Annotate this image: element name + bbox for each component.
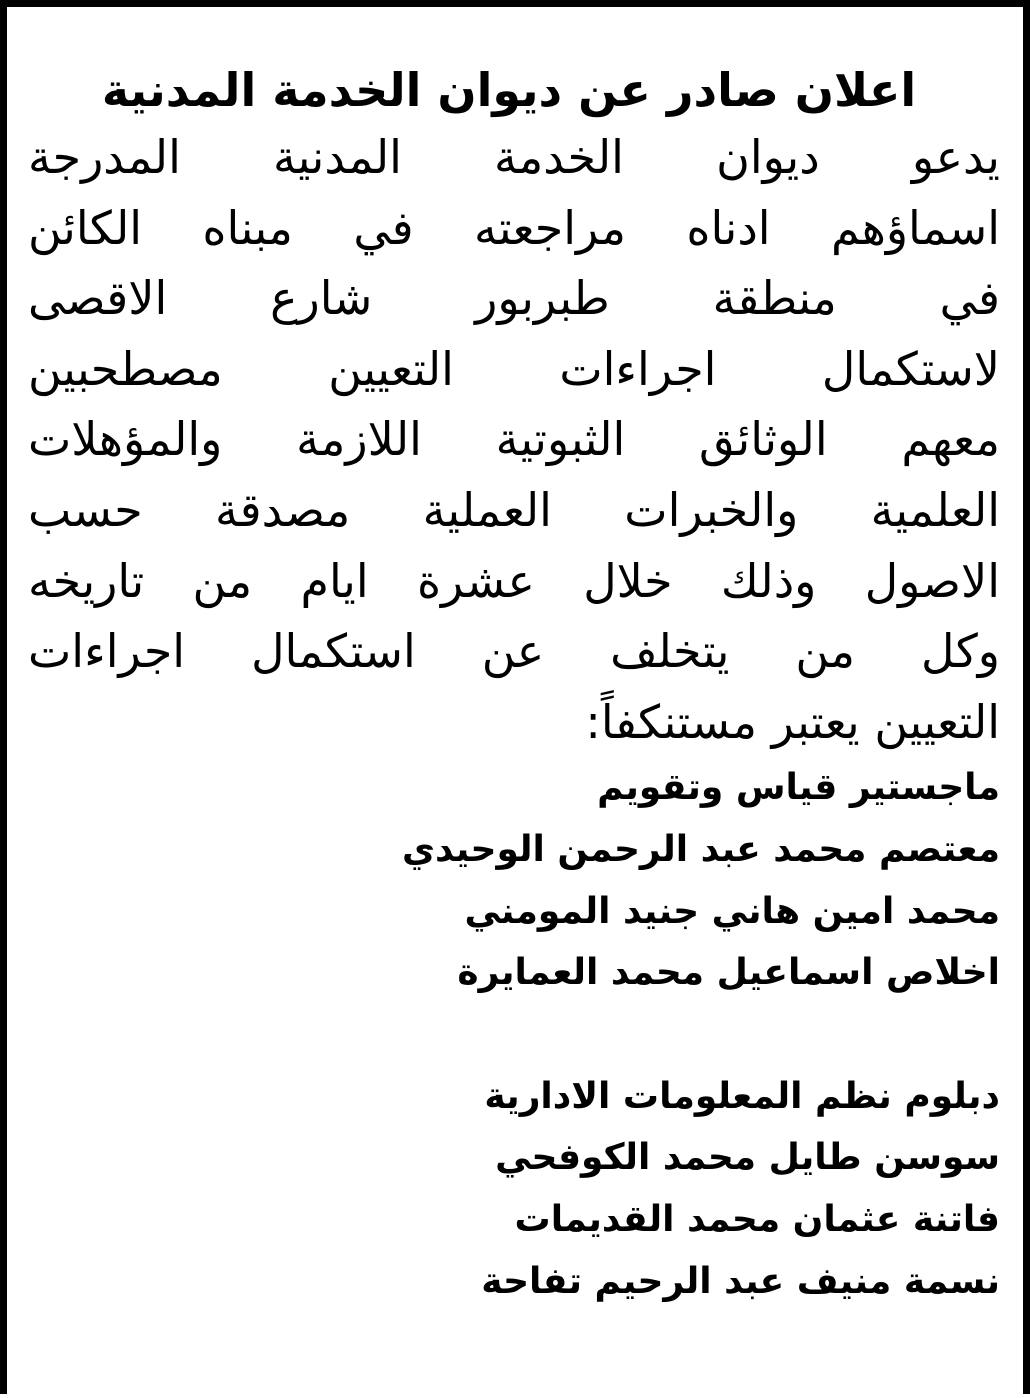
candidate-name: اخلاص اسماعيل محمد العمايرة xyxy=(457,952,1000,994)
candidate-name: نسمة منيف عبد الرحيم تفاحة xyxy=(481,1260,1000,1302)
body-line: في منطقة طبربور شارع الاقصى xyxy=(28,271,1000,326)
body-line: معهم الوثائق الثبوتية اللازمة والمؤهلات xyxy=(28,412,1000,467)
section-heading: ماجستير قياس وتقويم xyxy=(597,767,1000,809)
candidate-name: معتصم محمد عبد الرحمن الوحيدي xyxy=(402,828,1000,870)
announcement-title: اعلان صادر عن ديوان الخدمة المدنية xyxy=(101,63,917,117)
section-masters-measurement xyxy=(28,757,1000,1003)
body-line: يدعو ديوان الخدمة المدنية المدرجة xyxy=(28,130,1000,184)
bottom-edge xyxy=(0,1394,1030,1398)
candidate-name: محمد امين هاني جنيد المومني xyxy=(464,890,1000,932)
section-spacer xyxy=(28,1004,1000,1066)
announcement-content xyxy=(28,58,1000,1312)
body-line: وكل من يتخلف عن استكمال اجراءات xyxy=(28,624,1000,679)
body-line: الاصول وذلك خلال عشرة ايام من تاريخه xyxy=(28,553,1000,608)
body-line: اسماؤهم ادناه مراجعته في مبناه الكائن xyxy=(28,200,1000,255)
candidate-name: سوسن طايل محمد الكوفحي xyxy=(495,1137,1000,1179)
body-line: التعيين يعتبر مستنكفاً: xyxy=(585,694,1000,749)
body-line: لاستكمال اجراءات التعيين مصطحبين xyxy=(28,341,1000,396)
section-heading: دبلوم نظم المعلومات الادارية xyxy=(484,1075,1000,1117)
candidate-name: فاتنة عثمان محمد القديمات xyxy=(514,1198,1000,1240)
section-diploma-mis xyxy=(28,1066,1000,1312)
announcement-body xyxy=(28,122,1000,757)
body-line: العلمية والخبرات العملية مصدقة حسب xyxy=(28,482,1000,537)
